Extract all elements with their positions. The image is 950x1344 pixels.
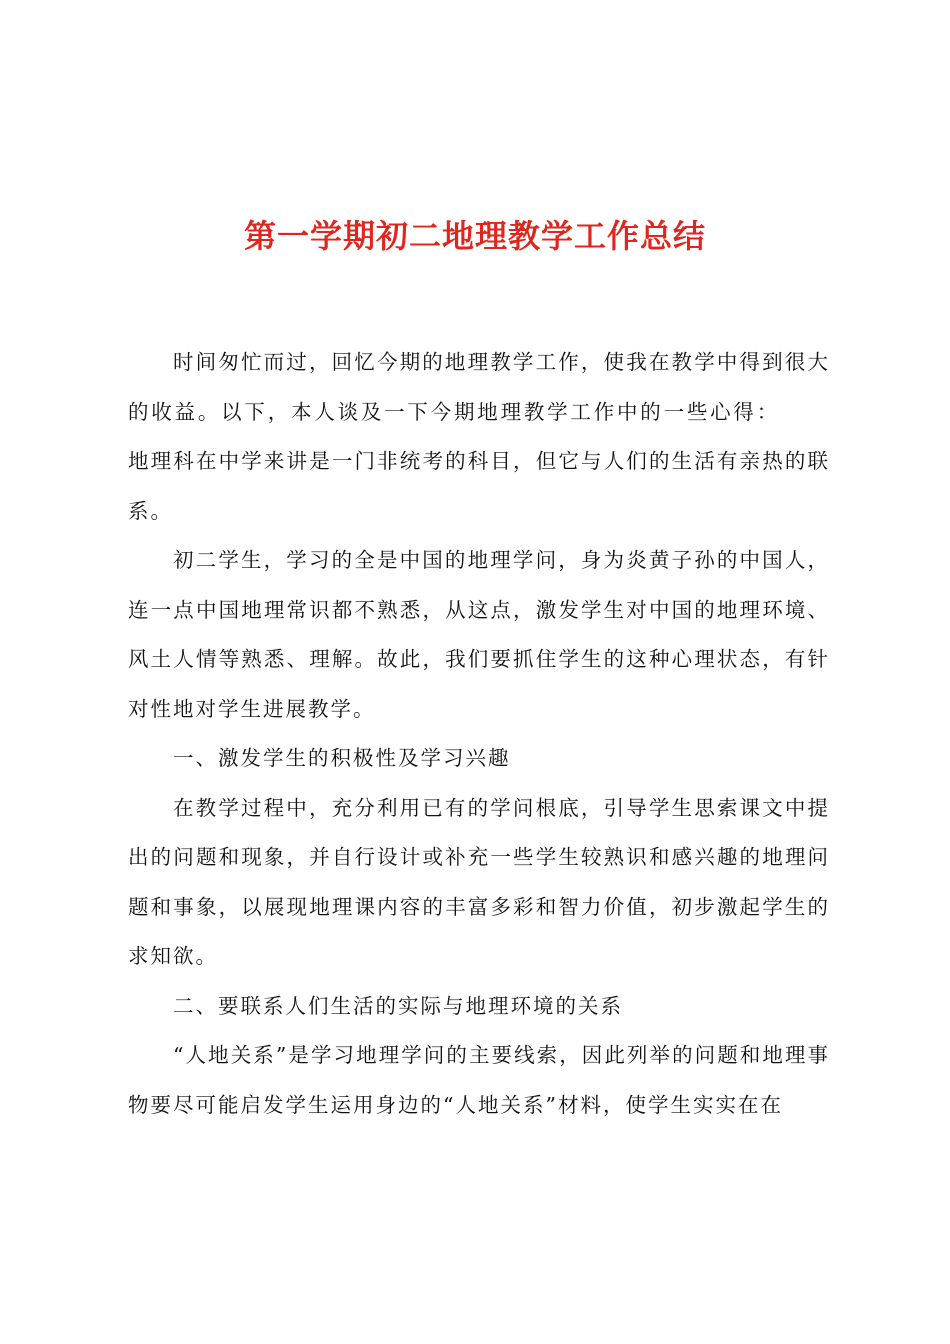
paragraph-students: 初二学生，学习的全是中国的地理学问，身为炎黄子孙的中国人，连一点中国地理常识都不熟悉，从这点，激发学生对中国的地理环境、风土人情等熟悉、理解。故此，我们要抓住学生的这种心理状态，有针对性地对学生进展教学。 xyxy=(128,548,830,721)
paragraph-intro xyxy=(128,338,830,536)
document-body xyxy=(128,338,830,1130)
paragraph-intro-part-b: 地理科在中学来讲是一门非统考的科目，但它与人们的生活有亲热的联系。 xyxy=(128,449,830,523)
paragraph-intro-part-a: 时间匆忙而过，回忆今期的地理教学工作，使我在教学中得到很大的收益。以下，本人谈及一下今期地理教学工作中的一些心得： xyxy=(128,350,830,424)
paragraph-human-land: “人地关系”是学习地理学问的主要线索，因此列举的问题和地理事物要尽可能启发学生运用身边的“人地关系”材料，使学生实实在在 xyxy=(128,1043,830,1117)
paragraph-teaching-process: 在教学过程中，充分利用已有的学问根底，引导学生思索课文中提出的问题和现象，并自行设计或补充一些学生较熟识和感兴趣的地理问题和事象，以展现地理课内容的丰富多彩和智力价值，初步激起学生的求知欲。 xyxy=(128,795,830,968)
section-heading-2: 二、要联系人们生活的实际与地理环境的关系 xyxy=(173,993,623,1018)
document-title: 第一学期初二地理教学工作总结 xyxy=(243,217,706,255)
section-heading-1: 一、激发学生的积极性及学习兴趣 xyxy=(173,746,511,770)
